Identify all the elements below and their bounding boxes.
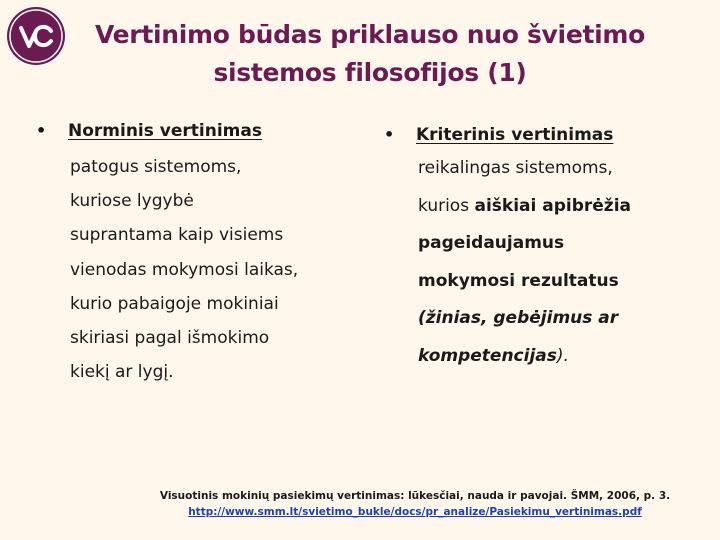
left-body bbox=[34, 150, 354, 389]
right-line-emphasis: kompetencijas bbox=[418, 345, 557, 366]
left-line: vienodas mokymosi laikas, bbox=[70, 259, 299, 280]
left-line: kuriose lygybė bbox=[70, 191, 194, 212]
bullet-icon: • bbox=[384, 125, 395, 144]
left-line: kiekį ar lygį. bbox=[70, 362, 174, 383]
left-column bbox=[34, 118, 354, 389]
left-line: suprantama kaip visiems bbox=[70, 225, 284, 246]
right-column bbox=[382, 118, 702, 376]
right-heading-text: Kriterinis vertinimas bbox=[416, 125, 614, 145]
right-line bbox=[418, 338, 702, 376]
bullet-icon: • bbox=[36, 121, 47, 140]
title-line-1: Vertinimo būdas priklauso nuo švietimo bbox=[94, 20, 646, 49]
right-line bbox=[418, 188, 702, 226]
left-line: skiriasi pagal išmokimo bbox=[70, 327, 270, 348]
right-line: pageidaujamus bbox=[418, 233, 565, 254]
left-line: patogus sistemoms, bbox=[70, 157, 242, 177]
reference-link[interactable]: http://www.smm.lt/svietimo_bukle/docs/pr_analize/Pasiekimu_vertinimas.pdf bbox=[188, 506, 642, 518]
logo-icon bbox=[4, 4, 68, 68]
left-heading bbox=[34, 118, 354, 144]
right-line-text: kurios bbox=[418, 195, 475, 216]
right-body bbox=[382, 150, 702, 376]
right-line: (žinias, gebėjimus ar bbox=[418, 308, 619, 329]
right-line-text: ). bbox=[556, 345, 569, 366]
right-line: reikalingas sistemoms, bbox=[418, 158, 613, 178]
right-heading bbox=[382, 122, 702, 148]
reference-citation: Visuotinis mokinių pasiekimų vertinimas: lūkesčiai, nauda ir pavojai. ŠMM, 2006, p. 3. bbox=[159, 490, 671, 502]
right-line: mokymosi rezultatus bbox=[418, 270, 619, 291]
left-heading-text: Norminis vertinimas bbox=[68, 121, 262, 141]
right-line-emphasis: aiškiai apibrėžia bbox=[474, 195, 631, 216]
title-line-2: sistemos filosofijos (1) bbox=[213, 58, 527, 87]
left-line: kurio pabaigoje mokiniai bbox=[70, 293, 279, 314]
page-title bbox=[90, 16, 650, 92]
